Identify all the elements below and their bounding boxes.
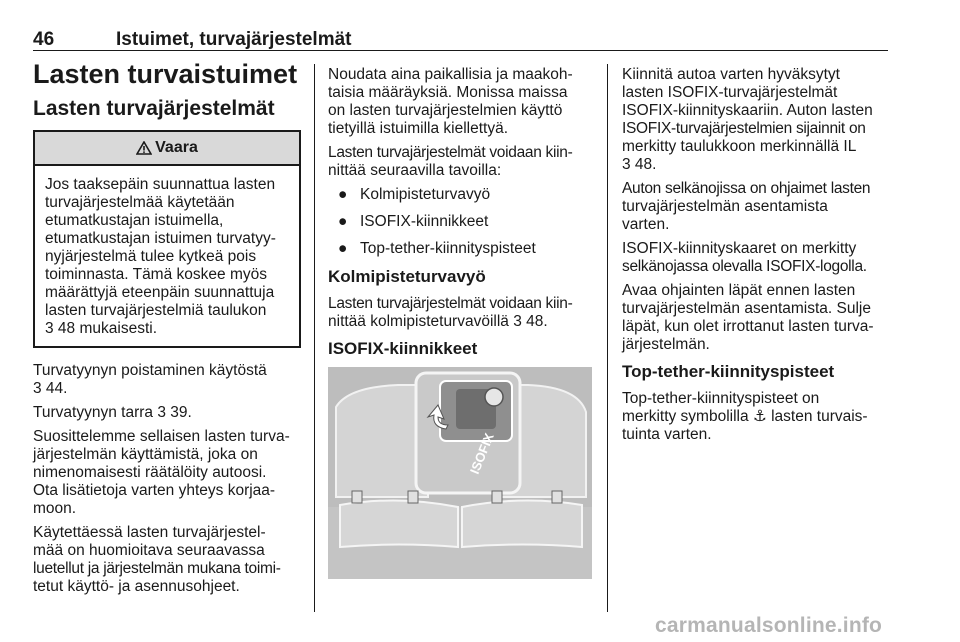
chapter-title: Istuimet, turvajärjestelmät	[116, 29, 352, 50]
warning-box	[33, 130, 301, 348]
warning-header	[35, 132, 299, 166]
paragraph: Avaa ohjainten läpät ennen lasten turvajärjestelmän asentamista. Sulje läpät, kun olet irrottanut lasten turva- järjestelmän.	[622, 282, 874, 353]
paragraph: Noudata aina paikallisia ja maakoh- taisia määräyksiä. Monissa maissa on lasten turvajärjestelmien käyttö tietyillä istuimilla kiellettyä.	[328, 66, 573, 137]
column-divider-2	[607, 64, 608, 612]
paragraph: Top-tether-kiinnityspisteet on merkitty symbolilla ⚓ lasten turvais- tuinta varten.	[622, 390, 868, 443]
bullet-icon: ●	[338, 240, 348, 257]
section-subtitle: Lasten turvajärjestelmät	[33, 97, 275, 120]
isofix-seat-image	[328, 367, 592, 579]
warning-body	[35, 166, 299, 346]
page-number: 46	[33, 29, 55, 50]
warning-line: nyjärjestelmä tulee kytkeä pois	[45, 248, 257, 265]
subsection-heading: Kolmipisteturvavyö	[328, 267, 486, 286]
subsection-heading: Top-tether-kiinnityspisteet	[622, 362, 835, 381]
paragraph: Suosittelemme sellaisen lasten turva- järjestelmän käyttämistä, joka on nimenomaisesti räätälöity autoosi. Ota lisätietoja varten yhteys korjaa- moon.	[33, 428, 290, 517]
list-item: ● ISOFIX-kiinnikkeet	[338, 213, 489, 230]
isofix-label: ISOFIX	[466, 430, 497, 477]
warning-label: Vaara	[155, 139, 198, 156]
warning-line: toiminnasta. Tämä koskee myös	[45, 266, 267, 283]
paragraph: Lasten turvajärjestelmät voidaan kiin- nittää kolmipisteturvavöillä 3 48.	[328, 295, 573, 330]
bullet-icon: ●	[338, 213, 348, 230]
page-header	[33, 25, 888, 51]
watermark: carmanualsonline.info	[655, 614, 883, 637]
paragraph: Käytettäessä lasten turvajärjestel- mää on huomioitava seuraavassa luetellut ja järjestelmän mukana toimi- tetut käyttö- ja asennusohjeet.	[33, 524, 281, 595]
column-2	[328, 66, 596, 579]
paragraph: ISOFIX-kiinnityskaaret on merkitty selkänojassa olevalla ISOFIX-logolla.	[622, 240, 867, 275]
paragraph: Lasten turvajärjestelmät voidaan kiin- nittää seuraavilla tavoilla:	[328, 144, 573, 179]
warning-line: 3 48 mukaisesti.	[45, 320, 157, 337]
bullet-icon: ●	[338, 186, 348, 203]
isofix-illustration	[328, 367, 592, 579]
column-1	[33, 58, 301, 602]
list-item: ● Top-tether-kiinnityspisteet	[338, 240, 536, 257]
warning-line: etumatkustajan istuimella,	[45, 212, 224, 229]
section-title: Lasten turvaistuimet	[33, 59, 298, 89]
method-list	[328, 186, 596, 258]
paragraph: Turvatyynyn poistaminen käytöstä 3 44.	[33, 362, 267, 397]
warning-triangle-icon	[136, 141, 152, 155]
warning-line: määrättyjä eteenpäin suunnattuja	[45, 284, 275, 301]
subsection-heading: ISOFIX-kiinnikkeet	[328, 339, 478, 358]
paragraph: Kiinnitä autoa varten hyväksytyt lasten ISOFIX-turvajärjestelmät ISOFIX-kiinnityskaariin. Auton lasten ISOFIX-turvajärjestelmien sijainnit on merkitty taulukkoon merkinnällä IL 3 48.	[622, 66, 873, 173]
warning-line: lasten turvajärjestelmiä taulukon	[45, 302, 267, 319]
warning-line: Jos taaksepäin suunnattua lasten	[45, 176, 276, 193]
warning-line: etumatkustajan istuimen turvatyy-	[45, 230, 276, 247]
warning-line: turvajärjestelmää käytetään	[45, 194, 235, 211]
column-3	[622, 66, 890, 450]
list-item: ● Kolmipisteturvavyö	[338, 186, 491, 203]
paragraph: Turvatyynyn tarra 3 39.	[33, 404, 192, 421]
column-divider-1	[314, 64, 315, 612]
paragraph: Auton selkänojissa on ohjaimet lasten turvajärjestelmän asentamista varten.	[622, 180, 871, 233]
